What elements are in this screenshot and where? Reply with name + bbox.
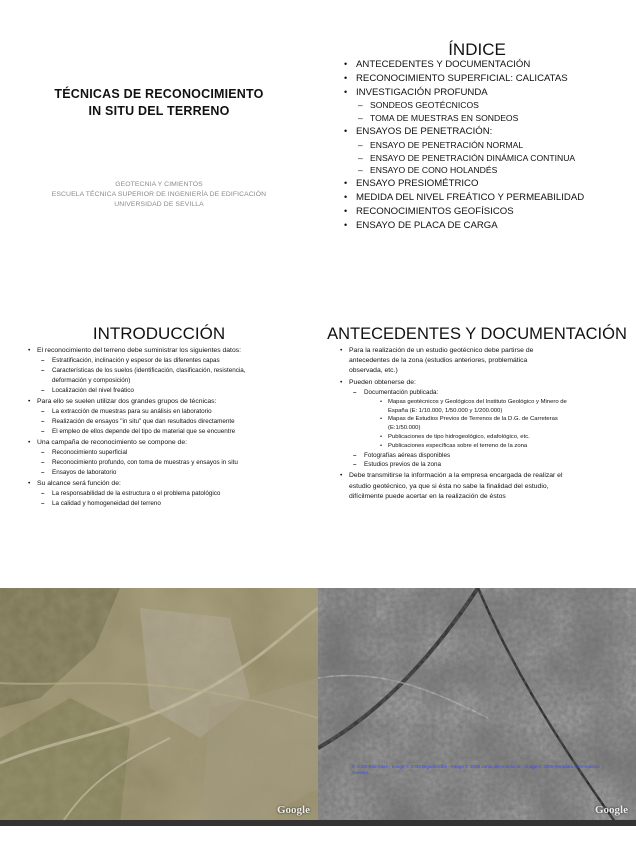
- index-item: • INVESTIGACIÓN PROFUNDA: [344, 86, 634, 100]
- list-subsubitem-continued: (E:1/50.000): [388, 425, 421, 432]
- list-subsubitem-continued: España (E: 1/10.000, 1/50.000 y 1/200.000): [388, 407, 503, 414]
- list-subitem: – Realización de ensayos "in situ" que dan resultados directamente: [28, 417, 310, 427]
- slide-title-page: [0, 30, 318, 280]
- index-item: • ENSAYOS DE PENETRACIÓN:: [344, 125, 634, 139]
- list-subitem: – Documentación publicada:: [340, 388, 630, 398]
- course-name: GEOTECNIA Y CIMIENTOS: [115, 181, 203, 188]
- list-item-continued: antecedentes de la zona (estudios anteriores, problemática: [349, 357, 528, 365]
- list-item: • Una campaña de reconocimiento se compone de:: [28, 438, 310, 448]
- list-subitem: – Estudios previos de la zona: [340, 460, 630, 470]
- index-item: • ANTECEDENTES Y DOCUMENTACIÓN: [344, 58, 634, 72]
- list-item-continued: observada, etc.): [349, 367, 398, 375]
- slide-aerial-photo-gray: [318, 588, 636, 826]
- slide-index: [318, 30, 636, 280]
- list-subitem: – Estratificación, inclinación y espesor de las diferentes capas: [28, 356, 310, 366]
- google-watermark: Google: [595, 804, 628, 816]
- list-item: • Debe transmitirse la información a la empresa encargada de realizar el: [340, 471, 630, 481]
- list-subitem: – Características de los suelos (identificación, clasificación, resistencia,: [28, 366, 310, 376]
- list-item: • Para la realización de un estudio geotécnico debe partirse de: [340, 346, 630, 356]
- list-item-continued: difícilmente puede acertar en la realización de éstos: [349, 492, 506, 500]
- index-item: • RECONOCIMIENTO SUPERFICIAL: CALICATAS: [344, 72, 634, 86]
- slide-introduccion: [0, 318, 318, 578]
- index-subitem: – ENSAYO DE CONO HOLANDÉS: [344, 164, 634, 177]
- index-subitem: – SONDEOS GEOTÉCNICOS: [344, 99, 634, 112]
- list-subitem: – El empleo de ellos depende del tipo de material que se encuentre: [28, 427, 310, 437]
- list-subsubitem: • Mapas geotécnicos y Geológicos del Instituto Geológico y Minero de: [340, 398, 630, 407]
- school-name: ESCUELA TÉCNICA SUPERIOR DE INGENIERÍA DE EDIFICACIÓN: [51, 191, 267, 198]
- index-subitem: – TOMA DE MUESTRAS EN SONDEOS: [344, 112, 634, 125]
- list-subitem-continued: deformación y composición): [52, 377, 131, 385]
- index-title: ÍNDICE: [448, 40, 506, 59]
- list-subsubitem: • Publicaciones de tipo hidrogeológico, edafológico, etc.: [340, 433, 630, 442]
- list-subsubitem: • Mapas de Estudios Previos de Terrenos de la D.G. de Carreteras: [340, 415, 630, 424]
- introduccion-list: [28, 345, 310, 509]
- aerial-photo-grayscale: [318, 588, 636, 826]
- index-item: • MEDIDA DEL NIVEL FREÁTICO Y PERMEABILIDAD: [344, 191, 634, 205]
- list-item: • Su alcance será función de:: [28, 479, 310, 489]
- institution-block: [0, 180, 318, 210]
- slide-antecedentes: [318, 318, 636, 578]
- imagery-attribution: © 2009 Tele Atlas · Image © 2009 DigitalGlobe · Image © 2009 Junta de Andalucía · Image © 2009 Aerodata International Surveys: [352, 764, 600, 775]
- list-subitem: – La extracción de muestras para su análisis en laboratorio: [28, 407, 310, 417]
- list-subitem: – Localización del nivel freático: [28, 386, 310, 396]
- list-item: • El reconocimiento del terreno debe suministrar los siguientes datos:: [28, 346, 310, 356]
- list-subitem: – Ensayos de laboratorio: [28, 468, 310, 478]
- title-line-1: TÉCNICAS DE RECONOCIMIENTO: [54, 87, 264, 101]
- index-item: • RECONOCIMIENTOS GEOFÍSICOS: [344, 205, 634, 219]
- index-subitem: – ENSAYO DE PENETRACIÓN DINÁMICA CONTINUA: [344, 152, 634, 165]
- slide-aerial-photo-color: [0, 588, 318, 826]
- antecedentes-title: ANTECEDENTES Y DOCUMENTACIÓN: [327, 325, 627, 343]
- list-subsubitem: • Publicaciones específicas sobre el terreno de la zona: [340, 442, 630, 451]
- google-watermark: Google: [277, 804, 310, 816]
- image-footer-bar: [318, 820, 636, 826]
- list-subitem: – La responsabilidad de la estructura o el problema patológico: [28, 489, 310, 499]
- index-subitem: – ENSAYO DE PENETRACIÓN NORMAL: [344, 139, 634, 152]
- list-item-continued: estudio geotécnico, ya que si ésta no sabe la finalidad del estudio,: [349, 482, 549, 490]
- index-list: [344, 58, 634, 232]
- university-name: UNIVERSIDAD DE SEVILLA: [114, 201, 204, 208]
- list-item: • Pueden obtenerse de:: [340, 378, 630, 388]
- aerial-photo-color: [0, 588, 318, 826]
- list-item: • Para ello se suelen utilizar dos grandes grupos de técnicas:: [28, 397, 310, 407]
- index-item: • ENSAYO DE PLACA DE CARGA: [344, 219, 634, 233]
- list-subitem: – Reconocimiento superficial: [28, 448, 310, 458]
- list-subitem: – Fotografías aéreas disponibles: [340, 451, 630, 461]
- list-subitem: – Reconocimiento profundo, con toma de muestras y ensayos in situ: [28, 458, 310, 468]
- index-item: • ENSAYO PRESIOMÉTRICO: [344, 177, 634, 191]
- antecedentes-list: [340, 345, 630, 502]
- introduccion-title: INTRODUCCIÓN: [92, 324, 226, 343]
- image-footer-bar: [0, 820, 318, 826]
- list-subitem: – La calidad y homogeneidad del terreno: [28, 499, 310, 509]
- document-title: [0, 86, 318, 120]
- title-line-2: IN SITU DEL TERRENO: [88, 104, 230, 118]
